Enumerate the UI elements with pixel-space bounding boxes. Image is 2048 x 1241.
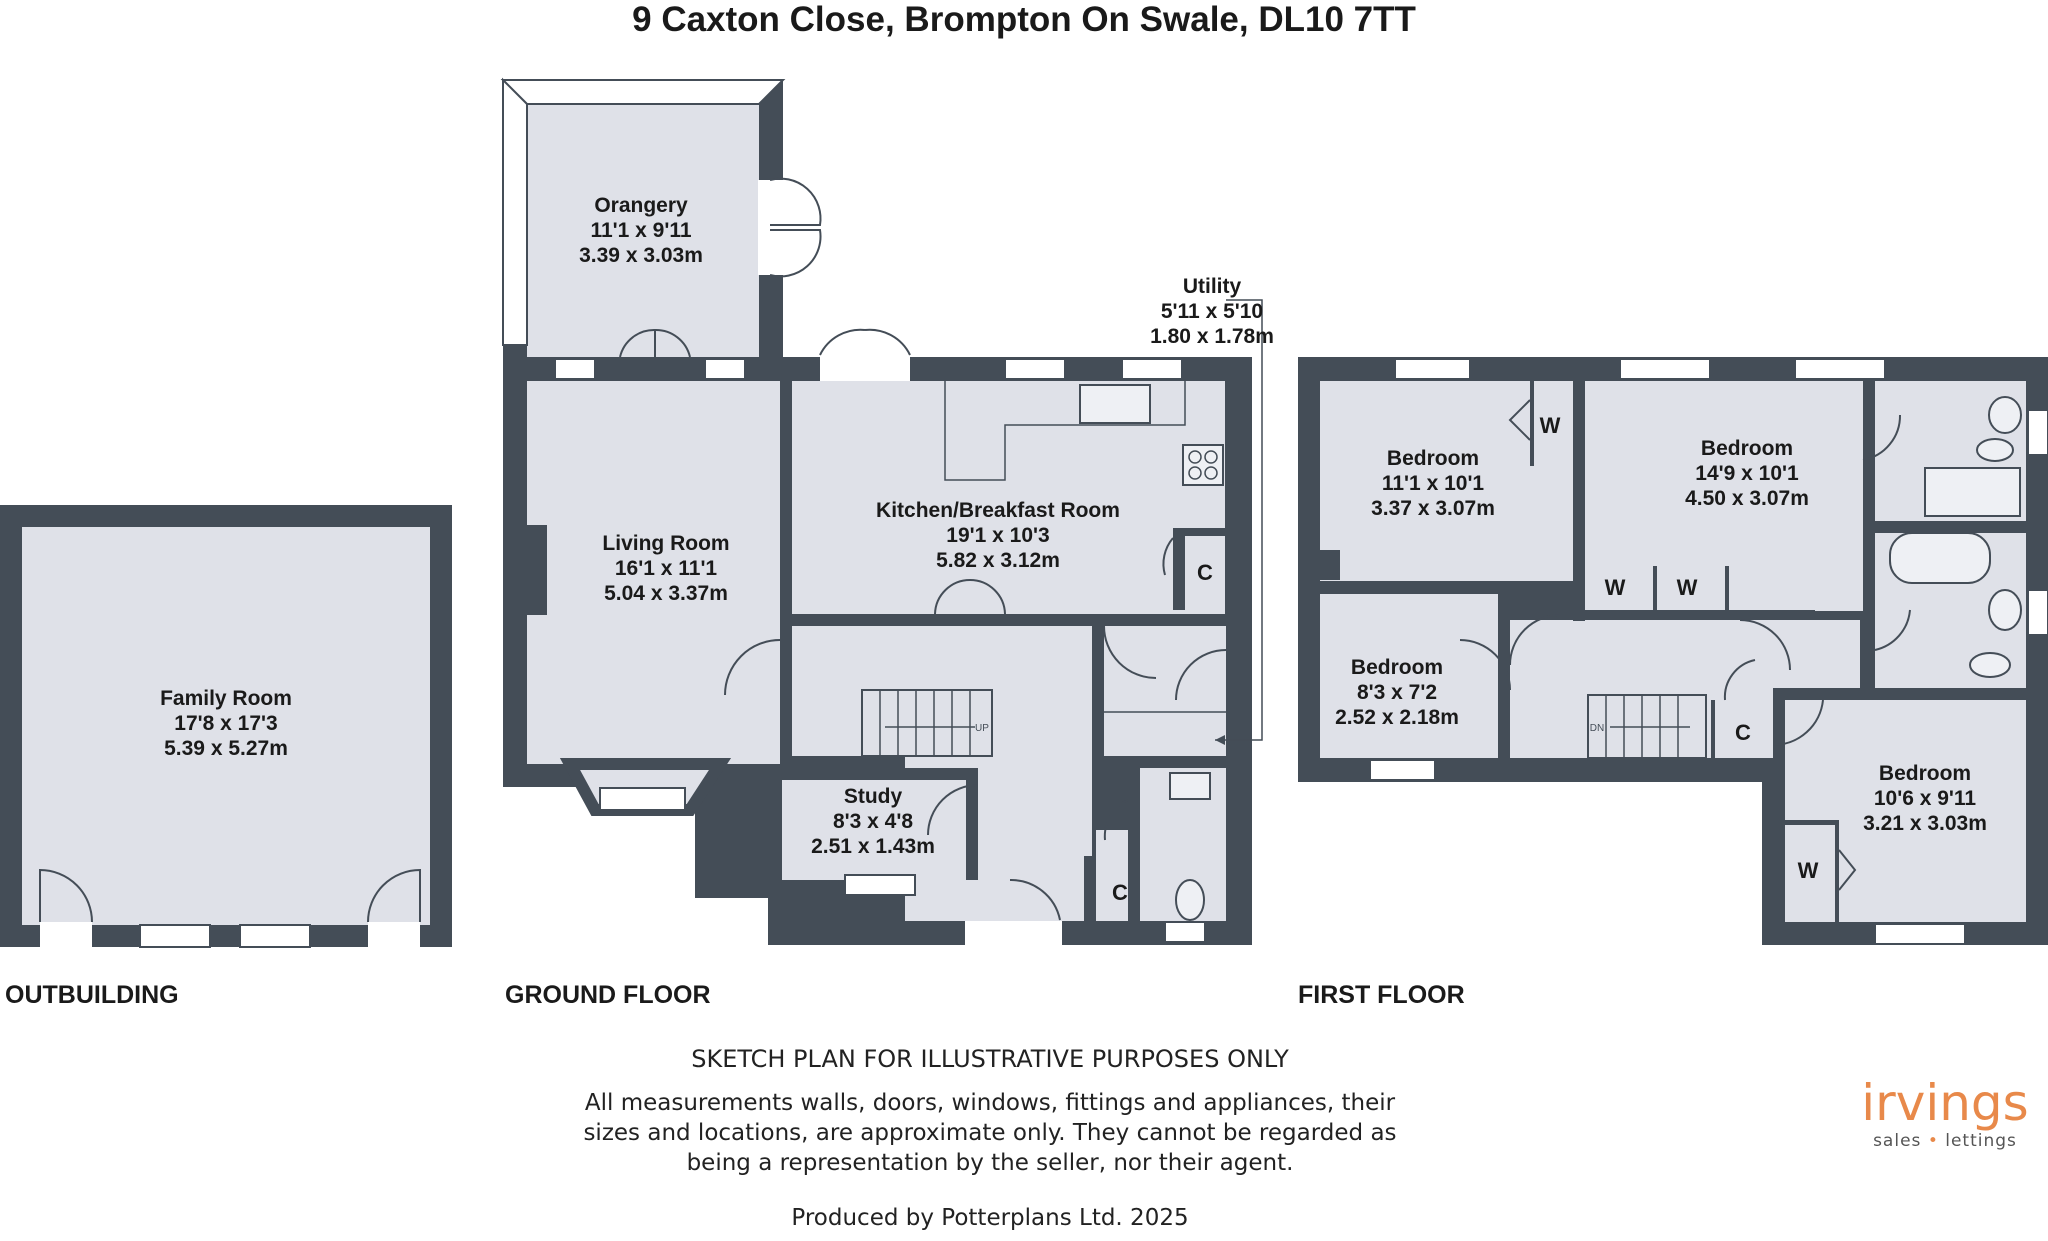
window — [1395, 359, 1470, 379]
basin — [1989, 590, 2021, 630]
ground-floor-label: GROUND FLOOR — [505, 981, 711, 1009]
bath — [1890, 533, 1990, 583]
living-room-name: Living Room — [602, 532, 730, 555]
living-room-imperial: 16'1 x 11'1 — [614, 557, 718, 580]
window — [1795, 359, 1885, 379]
cupboard-tag: C — [1112, 880, 1128, 905]
first-floor-label: FIRST FLOOR — [1298, 981, 1465, 1009]
bedroom-2-metric: 4.50 x 3.07m — [1685, 487, 1809, 510]
stairs-up-label: UP — [975, 723, 989, 734]
wardrobe-tag: W — [1797, 858, 1819, 883]
study-name: Study — [843, 785, 903, 808]
window — [845, 875, 915, 895]
bedroom-1-imperial: 11'1 x 10'1 — [1381, 472, 1485, 495]
bedroom-1-metric: 3.37 x 3.07m — [1371, 497, 1495, 520]
shower — [1925, 468, 2020, 516]
wardrobe-tag: W — [1676, 575, 1698, 600]
kitchen-name: Kitchen/Breakfast Room — [876, 499, 1120, 522]
window — [1875, 924, 1965, 944]
cupboard-tag: C — [1197, 560, 1213, 585]
family-room-name: Family Room — [160, 687, 292, 710]
stairs-down-label: DN — [1589, 723, 1605, 734]
first-floor-plan — [1298, 357, 2048, 945]
window — [705, 359, 745, 379]
window — [555, 359, 595, 379]
bedroom-1-name: Bedroom — [1386, 447, 1480, 470]
hob — [1183, 445, 1223, 485]
window — [1165, 922, 1205, 942]
family-room-metric: 5.39 x 5.27m — [164, 737, 288, 760]
producer-credit: Produced by Potterplans Ltd. 2025 — [791, 1205, 1189, 1231]
wardrobe-tag: W — [1604, 575, 1626, 600]
outbuilding-label: OUTBUILDING — [5, 981, 179, 1009]
garage-door-left — [40, 922, 92, 950]
window — [1370, 760, 1435, 780]
disclaimer-line-3: being a representation by the seller, nor their agent. — [686, 1150, 1294, 1176]
family-room-imperial: 17'8 x 17'3 — [174, 712, 278, 735]
basin — [1989, 397, 2021, 433]
living-room-metric: 5.04 x 3.37m — [604, 582, 728, 605]
wardrobe-tag: W — [1539, 413, 1561, 438]
logo-brand: irvings — [1861, 1074, 2029, 1132]
logo-sales: sales — [1873, 1131, 1922, 1151]
sink — [1080, 385, 1150, 423]
study-metric: 2.51 x 1.43m — [811, 835, 935, 858]
toilet — [1977, 439, 2013, 461]
bedroom-4-imperial: 10'6 x 9'11 — [1873, 787, 1977, 810]
disclaimer-line-2: sizes and locations, are approximate only. They cannot be regarded as — [583, 1120, 1397, 1146]
window — [2028, 410, 2048, 455]
window — [1620, 359, 1710, 379]
toilet — [1176, 880, 1204, 920]
bedroom-2-imperial: 14'9 x 10'1 — [1695, 462, 1799, 485]
irvings-logo — [1855, 1075, 2035, 1151]
kitchen-imperial: 19'1 x 10'3 — [946, 524, 1050, 547]
cupboard-floor — [1096, 830, 1132, 921]
bedroom-3-name: Bedroom — [1350, 656, 1444, 679]
basin — [1170, 773, 1210, 799]
french-doors — [820, 355, 910, 381]
staircase — [862, 690, 992, 756]
window — [1122, 359, 1182, 379]
staircase-down — [1588, 695, 1706, 758]
utility-metric: 1.80 x 1.78m — [1150, 325, 1274, 348]
kitchen-floor — [792, 381, 1225, 614]
garage-door-right — [368, 922, 420, 950]
utility-name: Utility — [1182, 275, 1242, 298]
logo-subtitle — [1855, 1131, 2035, 1151]
orangery-imperial: 11'1 x 9'11 — [590, 219, 692, 242]
bedroom-3-metric: 2.52 x 2.18m — [1335, 706, 1459, 729]
utility-imperial: 5'11 x 5'10 — [1160, 300, 1264, 323]
bedroom-3-imperial: 8'3 x 7'2 — [1356, 681, 1438, 704]
window — [240, 925, 310, 947]
logo-lettings: lettings — [1945, 1131, 2017, 1151]
window — [2028, 590, 2048, 635]
window — [600, 788, 685, 810]
bedroom-4-name: Bedroom — [1878, 762, 1972, 785]
disclaimer-heading: SKETCH PLAN FOR ILLUSTRATIVE PURPOSES ONLY — [691, 1045, 1289, 1073]
bedroom-2-name: Bedroom — [1700, 437, 1794, 460]
toilet — [1970, 653, 2010, 677]
logo-dot-icon: • — [1927, 1131, 1939, 1151]
kitchen-metric: 5.82 x 3.12m — [936, 549, 1060, 572]
fireplace — [527, 525, 547, 615]
utility-floor — [1104, 626, 1226, 756]
cupboard-tag: C — [1735, 720, 1751, 745]
window — [140, 925, 210, 947]
orangery-name: Orangery — [594, 194, 688, 217]
bedroom-4-metric: 3.21 x 3.03m — [1863, 812, 1987, 835]
study-imperial: 8'3 x 4'8 — [832, 810, 914, 833]
disclaimer-line-1: All measurements walls, doors, windows, fittings and appliances, their — [584, 1090, 1396, 1116]
window — [1005, 359, 1065, 379]
plan-title: 9 Caxton Close, Brompton On Swale, DL10 7TT — [632, 0, 1416, 39]
orangery-metric: 3.39 x 3.03m — [579, 244, 703, 267]
